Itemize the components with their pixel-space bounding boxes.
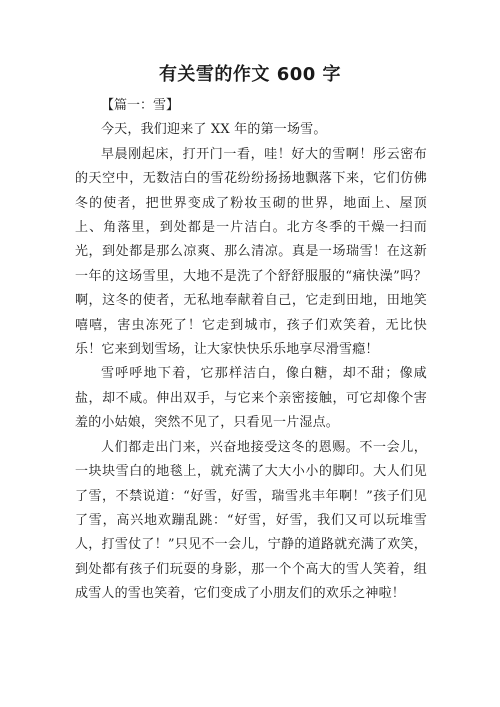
- paragraph-3: 雪呼呼地下着，它那样洁白，像白糖，却不甜；像咸盐，却不咸。伸出双手，与它来个亲密接触，可它却像个害羞的小姑娘，突然不见了，只看见一片湿点。: [75, 366, 427, 431]
- paragraph-2: 早晨刚起床，打开门一看，哇！好大的雪啊！彤云密布的天空中，无数洁白的雪花纷纷扬扬地飘落下来，它们仿佛冬的使者，把世界变成了粉妆玉砌的世界，地面上、屋顶上、角落里，到处都是一片洁白。北方冬季的干燥一扫而光，到处都是那么凉爽、那么清凉。真是一场瑞雪！在这新一年的这场雪里，大地不是洗了个舒舒服服的“痛快澡”吗？啊，这冬的使者，无私地奉献着自己，它走到田地，田地笑嘻嘻，害虫冻死了！它走到城市，孩子们欢笑着，无比快乐！它来到划雪场，让大家快快乐乐地享尽滑雪瘾！: [75, 146, 427, 358]
- article-body: [75, 94, 427, 607]
- page-title: 有关雪的作文 600 字: [158, 64, 342, 85]
- paragraph-1: 今天，我们迎来了 XX 年的第一场雪。: [101, 122, 327, 138]
- section-heading: 【篇一：雪】: [101, 98, 180, 113]
- paragraph-4: 人们都走出门来，兴奋地接受这冬的恩赐。不一会儿，一块块雪白的地毯上，就充满了大大小小的脚印。大人们见了雪，不禁说道：“好雪，好雪，瑞雪兆丰年啊！”孩子们见了雪，高兴地欢蹦乱跳：“好雪，好雪，我们又可以玩堆雪人，打雪仗了！”只见不一会儿，宁静的道路就充满了欢笑，到处都有孩子们玩耍的身影，那一个个高大的雪人笑着，组成雪人的雪也笑着，它们变成了小朋友们的欢乐之神啦！: [75, 439, 427, 602]
